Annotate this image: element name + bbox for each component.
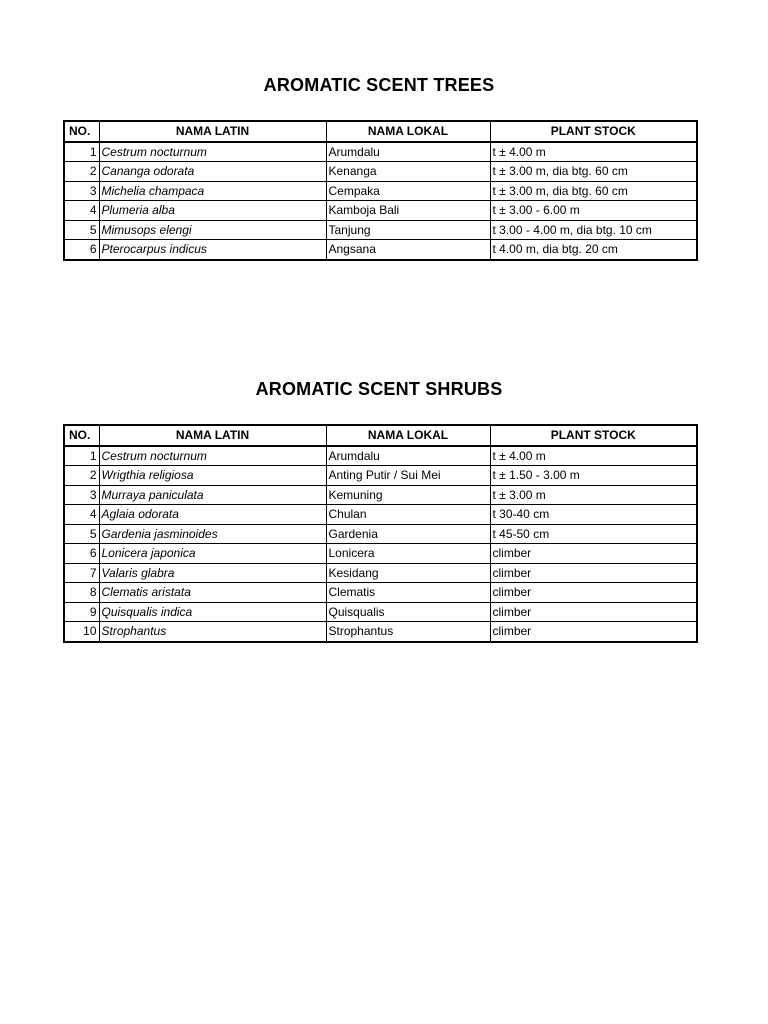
trees-section-title: AROMATIC SCENT TREES: [263, 75, 495, 95]
local-name-cell: Quisqualis: [326, 602, 490, 622]
local-name-cell: Angsana: [326, 240, 490, 260]
latin-name-cell: Michelia champaca: [99, 181, 326, 201]
local-name-cell: Arumdalu: [326, 446, 490, 466]
local-name-cell: Lonicera: [326, 544, 490, 564]
latin-name-cell: Plumeria alba: [99, 201, 326, 221]
table-row: [64, 446, 697, 466]
local-name-cell: Kemuning: [326, 485, 490, 505]
row-number: 10: [64, 622, 99, 642]
shrubs-section-title: AROMATIC SCENT SHRUBS: [255, 379, 503, 399]
table-header-row: [64, 121, 697, 142]
latin-name-cell: Gardenia jasminoides: [99, 524, 326, 544]
plant-stock-cell: t ± 3.00 m, dia btg. 60 cm: [490, 162, 697, 182]
table-row: [64, 162, 697, 182]
header-local-name: NAMA LOKAL: [326, 425, 490, 446]
table-row: [64, 524, 697, 544]
plant-stock-cell: t 45-50 cm: [490, 524, 697, 544]
local-name-cell: Kamboja Bali: [326, 201, 490, 221]
plant-stock-cell: t ± 3.00 m, dia btg. 60 cm: [490, 181, 697, 201]
latin-name-cell: Pterocarpus indicus: [99, 240, 326, 260]
local-name-cell: Strophantus: [326, 622, 490, 642]
latin-name-cell: Strophantus: [99, 622, 326, 642]
header-local-name: NAMA LOKAL: [326, 121, 490, 142]
plant-stock-cell: t ± 3.00 m: [490, 485, 697, 505]
latin-name-cell: Clematis aristata: [99, 583, 326, 603]
table-row: [64, 485, 697, 505]
latin-name-cell: Murraya paniculata: [99, 485, 326, 505]
header-no: NO.: [64, 425, 99, 446]
latin-name-cell: Cananga odorata: [99, 162, 326, 182]
table-row: [64, 563, 697, 583]
local-name-cell: Kenanga: [326, 162, 490, 182]
local-name-cell: Chulan: [326, 505, 490, 525]
header-no: NO.: [64, 121, 99, 142]
header-latin-name: NAMA LATIN: [99, 425, 326, 446]
table-row: [64, 544, 697, 564]
local-name-cell: Anting Putir / Sui Mei: [326, 466, 490, 486]
local-name-cell: Arumdalu: [326, 142, 490, 162]
plant-stock-cell: t ± 4.00 m: [490, 142, 697, 162]
header-plant-stock: PLANT STOCK: [490, 425, 697, 446]
plant-stock-cell: t ± 3.00 - 6.00 m: [490, 201, 697, 221]
latin-name-cell: Wrigthia religiosa: [99, 466, 326, 486]
local-name-cell: Kesidang: [326, 563, 490, 583]
table-row: [64, 622, 697, 642]
plant-stock-cell: climber: [490, 544, 697, 564]
table-row: [64, 602, 697, 622]
row-number: 4: [64, 201, 99, 221]
row-number: 7: [64, 563, 99, 583]
local-name-cell: Cempaka: [326, 181, 490, 201]
row-number: 1: [64, 142, 99, 162]
plant-stock-cell: t ± 1.50 - 3.00 m: [490, 466, 697, 486]
row-number: 5: [64, 524, 99, 544]
trees-table: [63, 120, 698, 261]
table-row: [64, 201, 697, 221]
row-number: 6: [64, 544, 99, 564]
latin-name-cell: Lonicera japonica: [99, 544, 326, 564]
table-row: [64, 240, 697, 260]
latin-name-cell: Cestrum nocturnum: [99, 446, 326, 466]
latin-name-cell: Mimusops elengi: [99, 220, 326, 240]
local-name-cell: Gardenia: [326, 524, 490, 544]
header-latin-name: NAMA LATIN: [99, 121, 326, 142]
row-number: 4: [64, 505, 99, 525]
table-row: [64, 220, 697, 240]
local-name-cell: Clematis: [326, 583, 490, 603]
table-row: [64, 583, 697, 603]
plant-stock-cell: climber: [490, 602, 697, 622]
row-number: 3: [64, 181, 99, 201]
row-number: 2: [64, 162, 99, 182]
plant-stock-cell: t 3.00 - 4.00 m, dia btg. 10 cm: [490, 220, 697, 240]
latin-name-cell: Cestrum nocturnum: [99, 142, 326, 162]
row-number: 9: [64, 602, 99, 622]
latin-name-cell: Valaris glabra: [99, 563, 326, 583]
row-number: 6: [64, 240, 99, 260]
row-number: 8: [64, 583, 99, 603]
latin-name-cell: Aglaia odorata: [99, 505, 326, 525]
plant-stock-cell: t ± 4.00 m: [490, 446, 697, 466]
table-row: [64, 181, 697, 201]
plant-stock-cell: climber: [490, 622, 697, 642]
row-number: 3: [64, 485, 99, 505]
header-plant-stock: PLANT STOCK: [490, 121, 697, 142]
plant-stock-cell: t 30-40 cm: [490, 505, 697, 525]
local-name-cell: Tanjung: [326, 220, 490, 240]
row-number: 1: [64, 446, 99, 466]
latin-name-cell: Quisqualis indica: [99, 602, 326, 622]
table-row: [64, 466, 697, 486]
table-row: [64, 505, 697, 525]
table-row: [64, 142, 697, 162]
shrubs-table: [63, 424, 698, 643]
row-number: 2: [64, 466, 99, 486]
plant-stock-cell: climber: [490, 583, 697, 603]
plant-stock-cell: t 4.00 m, dia btg. 20 cm: [490, 240, 697, 260]
plant-stock-cell: climber: [490, 563, 697, 583]
table-header-row: [64, 425, 697, 446]
row-number: 5: [64, 220, 99, 240]
